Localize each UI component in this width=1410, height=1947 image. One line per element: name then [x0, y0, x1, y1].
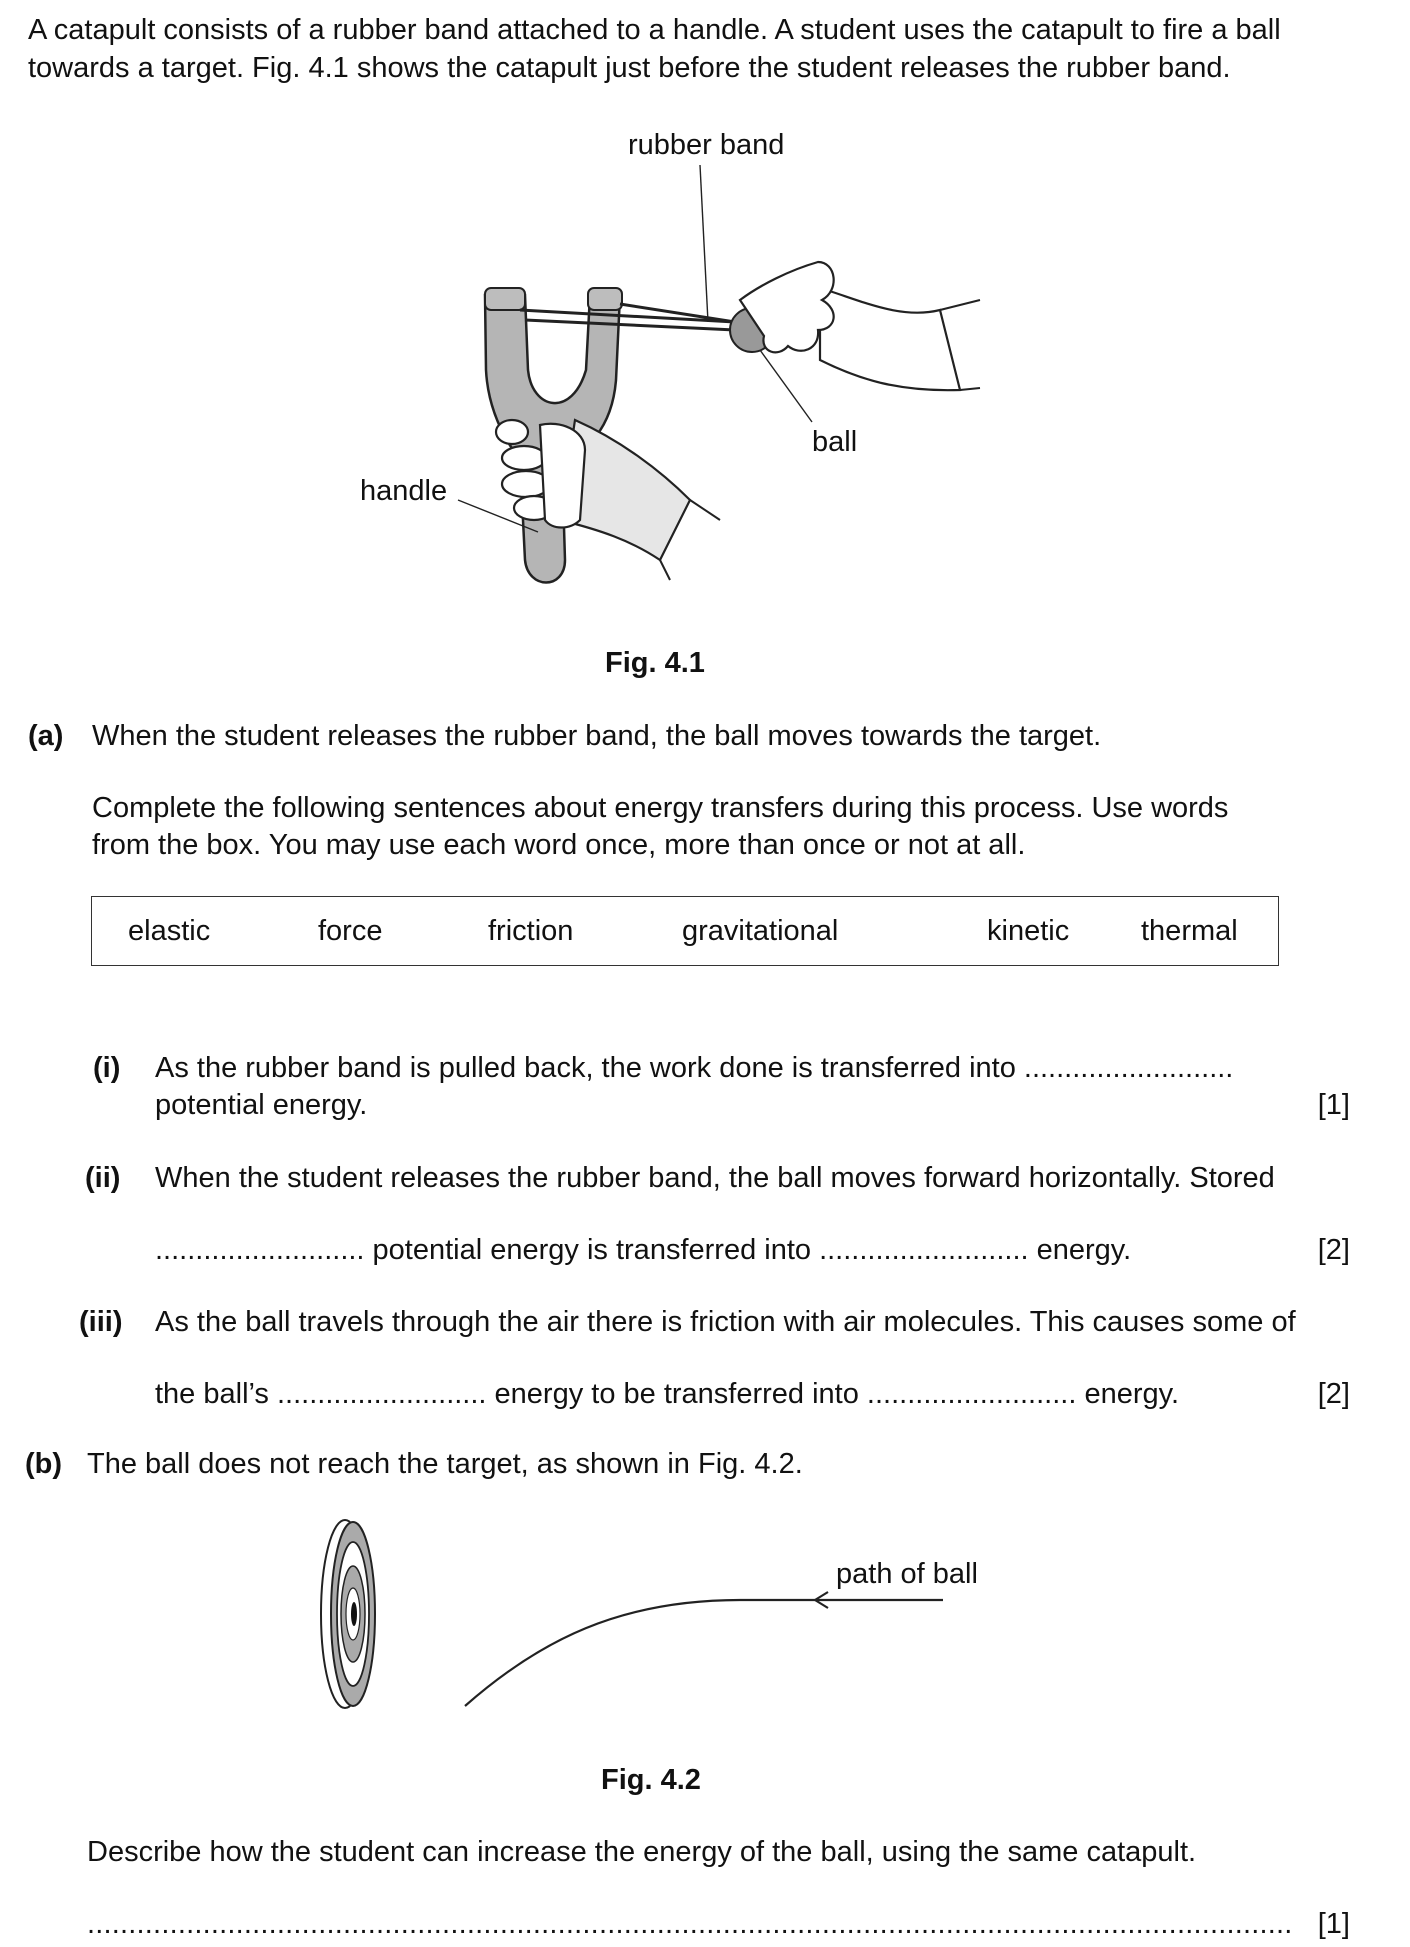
left-hand-fingers	[496, 420, 585, 528]
intro-line-2: towards a target. Fig. 4.1 shows the catapult just before the student releases the rubber band.	[28, 52, 1231, 84]
part-a-stem: When the student releases the rubber band, the ball moves towards the target.	[92, 720, 1102, 752]
word-force: force	[318, 915, 383, 947]
ball-leader	[760, 350, 812, 422]
part-a-marker: (a)	[28, 720, 64, 752]
intro-line-1: A catapult consists of a rubber band attached to a handle. A student uses the catapult to fire a ball	[28, 14, 1281, 46]
word-thermal: thermal	[1141, 915, 1238, 947]
label-handle: handle	[360, 475, 448, 507]
fig-4-2-caption: Fig. 4.2	[601, 1764, 701, 1796]
fig-4-2-target-and-path	[0, 1510, 1410, 1710]
fig-4-1-catapult-illustration	[0, 120, 1410, 640]
target-icon	[321, 1520, 375, 1708]
part-a-iii-marker: (iii)	[79, 1306, 123, 1338]
part-a-instruction-1: Complete the following sentences about energy transfers during this process. Use words	[92, 792, 1229, 824]
word-gravitational: gravitational	[682, 915, 839, 947]
part-a-ii-line-1: When the student releases the rubber band, the ball moves forward horizontally. Stored	[155, 1162, 1275, 1194]
part-a-iii-line-2: the ball’s .......................... energy to be transferred into .......................... energy.	[155, 1378, 1180, 1410]
label-ball: ball	[812, 426, 858, 458]
part-b-marks: [1]	[1317, 1908, 1350, 1940]
ball-path-curve	[465, 1600, 943, 1706]
part-a-i-marks: [1]	[1317, 1089, 1350, 1121]
word-elastic: elastic	[128, 915, 211, 947]
word-kinetic: kinetic	[987, 915, 1070, 947]
label-rubber-band: rubber band	[628, 129, 785, 161]
part-b-answer-line: ..................................................................................................................................................	[87, 1908, 1293, 1940]
rubber-band-strands	[520, 304, 735, 330]
fig-4-1-caption: Fig. 4.1	[605, 647, 705, 679]
label-path-of-ball: path of ball	[836, 1558, 978, 1590]
part-b-stem: The ball does not reach the target, as shown in Fig. 4.2.	[87, 1448, 803, 1480]
part-a-ii-marks: [2]	[1317, 1234, 1350, 1266]
part-b-question: Describe how the student can increase the energy of the ball, using the same catapult.	[87, 1836, 1197, 1868]
part-a-iii-line-1: As the ball travels through the air there is friction with air molecules. This causes some of	[155, 1306, 1296, 1338]
word-box	[91, 896, 1279, 966]
part-a-i-line-2: potential energy.	[155, 1089, 368, 1121]
part-a-ii-marker: (ii)	[85, 1162, 121, 1194]
rubber-band-leader	[700, 165, 708, 322]
word-friction: friction	[488, 915, 574, 947]
right-arm	[820, 288, 960, 390]
part-b-marker: (b)	[25, 1448, 63, 1480]
part-a-iii-marks: [2]	[1317, 1378, 1350, 1410]
part-a-ii-line-2: .......................... potential energy is transferred into .......................... energy.	[155, 1234, 1132, 1266]
part-a-i-marker: (i)	[93, 1052, 121, 1084]
part-a-i-line-1: As the rubber band is pulled back, the work done is transferred into ..........................	[155, 1052, 1234, 1084]
part-a-instruction-2: from the box. You may use each word once, more than once or not at all.	[92, 829, 1026, 861]
